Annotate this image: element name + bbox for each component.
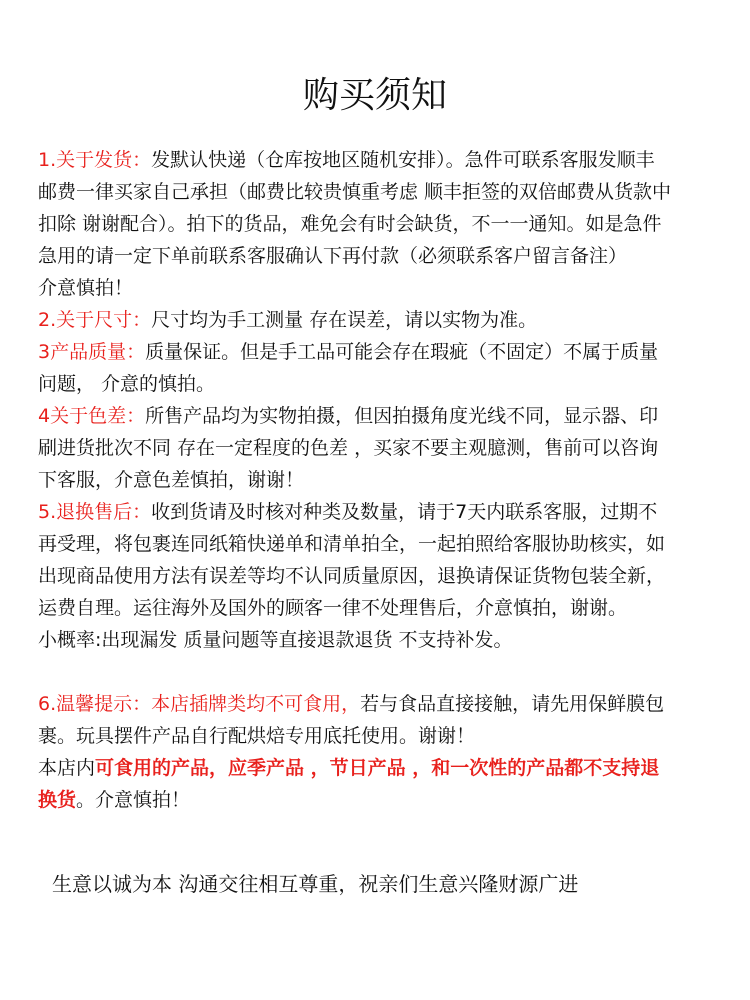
tips-label: 6.温馨提示：本店插牌类均不可食用， — [38, 693, 361, 715]
size-text-1: 尺寸均为手工测量 存在误差，请以实物为准。 — [151, 309, 538, 331]
color-text-1: 所售产品均为实物拍摄，但因拍摄角度光线不同，显示器、印 — [145, 405, 659, 427]
return-line-3: 出现商品使用方法有误差等均不认同质量原因，退换请保证货物包装全新， — [38, 565, 666, 587]
tips-text-1: 若与食品直接接触，请先用保鲜膜包 — [360, 693, 665, 715]
quality-line-2: 问题， 介意的慎拍。 — [38, 373, 216, 395]
quality-label: 3产品质量： — [38, 341, 146, 363]
shipping-line-5: 介意慎拍！ — [38, 277, 134, 299]
tips-line-3 — [38, 753, 738, 783]
size-label: 2.关于尺寸： — [38, 309, 152, 331]
closing-message: 生意以诚为本 沟通交往相互尊重，祝亲们生意兴隆财源广进 — [52, 872, 579, 896]
tips-line-1 — [38, 689, 738, 719]
size-line-1 — [38, 305, 738, 335]
shipping-line-2: 邮费一律买家自己承担（邮费比较贵慎重考虑 顺丰拒签的双倍邮费从货款中 — [38, 181, 672, 203]
return-label: 5.退换售后： — [38, 501, 152, 523]
page-title: 购买须知 — [302, 75, 447, 116]
tips-line-4 — [38, 785, 738, 815]
color-label: 4关于色差： — [38, 405, 146, 427]
return-line-2: 再受理，将包裹连同纸箱快递单和清单拍全，一起拍照给客服协助核实，如 — [38, 533, 666, 555]
tips-line-2: 裹。玩具摆件产品自行配烘焙专用底托使用。谢谢！ — [38, 725, 476, 747]
quality-line-1 — [38, 337, 738, 367]
shipping-line-3: 扣除 谢谢配合）。拍下的货品，难免会有时会缺货，不一一通知。如是急件 — [38, 213, 662, 235]
shipping-text-1: 发默认快递（仓库按地区随机安排）。急件可联系客服发顺丰 — [151, 149, 655, 171]
return-line-5: 小概率:出现漏发 质量问题等直接退款退货 不支持补发。 — [38, 629, 513, 651]
quality-text-1: 质量保证。但是手工品可能会存在瑕疵（不固定）不属于质量 — [145, 341, 659, 363]
return-line-1 — [38, 497, 738, 527]
tips-text-4b: 。介意慎拍！ — [76, 789, 191, 811]
shipping-line-1 — [38, 145, 738, 175]
no-exchange-notice: 换货 — [38, 789, 77, 811]
tips-text-3a: 本店内 — [38, 757, 96, 779]
color-line-2: 刷进货批次不同 存在一定程度的色差 ，买家不要主观臆测，售前可以咨询 — [38, 437, 659, 459]
return-text-1: 收到货请及时核对种类及数量，请于7天内联系客服，过期不 — [151, 501, 658, 523]
no-return-notice: 可食用的产品，应季产品 ，节日产品 ，和一次性的产品都不支持退 — [95, 757, 660, 779]
color-line-1 — [38, 401, 738, 431]
color-line-3: 下客服，介意色差慎拍，谢谢！ — [38, 469, 305, 491]
shipping-label: 1.关于发货： — [38, 149, 152, 171]
shipping-line-4: 急用的请一定下单前联系客服确认下再付款（必须联系客户留言备注） — [38, 245, 628, 267]
return-line-4: 运费自理。运往海外及国外的顾客一律不处理售后，介意慎拍，谢谢。 — [38, 597, 628, 619]
